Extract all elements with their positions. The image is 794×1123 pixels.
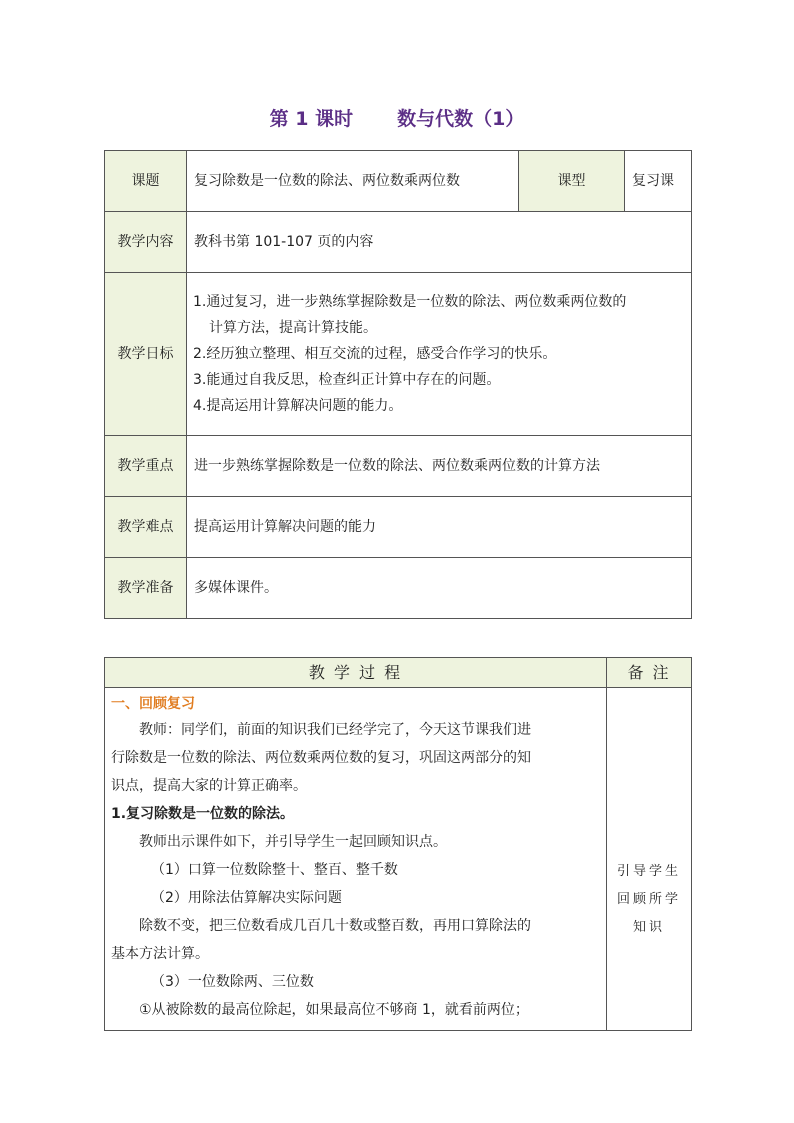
teaching-process-table bbox=[104, 657, 692, 1031]
type-label: 课型 bbox=[519, 151, 625, 212]
goal-item: 4.提高运用计算解决问题的能力。 bbox=[193, 398, 403, 414]
type-value: 复习课 bbox=[625, 151, 692, 212]
list-item: （2）用除法估算解决实际问题 bbox=[151, 890, 342, 906]
key-value: 进一步熟练掌握除数是一位数的除法、两位数乘两位数的计算方法 bbox=[187, 436, 692, 497]
list-item: （3）一位数除两、三位数 bbox=[151, 974, 314, 990]
note-line: 回顾所学 bbox=[616, 892, 681, 907]
goal-item: 计算方法，提高计算技能。 bbox=[209, 320, 377, 336]
lesson-topic: 数与代数（1） bbox=[397, 108, 525, 130]
paragraph-line: 基本方法计算。 bbox=[111, 946, 209, 962]
goal-item: 2.经历独立整理、相互交流的过程，感受合作学习的快乐。 bbox=[193, 346, 557, 362]
difficulty-row bbox=[105, 497, 692, 558]
list-item: （1）口算一位数除整十、整百、整千数 bbox=[151, 862, 398, 878]
lesson-number: 第 1 课时 bbox=[269, 108, 354, 130]
content-label: 教学内容 bbox=[105, 212, 187, 273]
topic-label: 课题 bbox=[105, 151, 187, 212]
paragraph-line: 除数不变，把三位数看成几百几十数或整百数，再用口算除法的 bbox=[139, 918, 531, 934]
difficulty-label: 教学难点 bbox=[105, 497, 187, 558]
process-body-row bbox=[105, 688, 692, 1031]
paragraph-line: ①从被除数的最高位除起，如果最高位不够商 1，就看前两位； bbox=[139, 1002, 529, 1018]
topic-row bbox=[105, 151, 692, 212]
key-row bbox=[105, 436, 692, 497]
notes-content bbox=[607, 688, 692, 1031]
process-header-row bbox=[105, 658, 692, 688]
note-line: 知识 bbox=[632, 920, 665, 935]
process-content bbox=[105, 688, 607, 1031]
difficulty-value: 提高运用计算解决问题的能力 bbox=[187, 497, 692, 558]
lesson-info-table bbox=[104, 150, 692, 619]
prep-value: 多媒体课件。 bbox=[187, 558, 692, 619]
page-title bbox=[0, 104, 794, 131]
process-header: 教 学 过 程 bbox=[105, 658, 607, 688]
subsection-heading: 1.复习除数是一位数的除法。 bbox=[111, 806, 295, 822]
topic-value: 复习除数是一位数的除法、两位数乘两位数 bbox=[187, 151, 519, 212]
prep-label: 教学准备 bbox=[105, 558, 187, 619]
prep-row bbox=[105, 558, 692, 619]
goals-row bbox=[105, 273, 692, 436]
goal-item: 1.通过复习，进一步熟练掌握除数是一位数的除法、两位数乘两位数的 bbox=[193, 294, 627, 310]
content-row bbox=[105, 212, 692, 273]
paragraph-line: 教师：同学们，前面的知识我们已经学完了，今天这节课我们进 bbox=[139, 722, 531, 738]
goal-item: 3.能通过自我反思，检查纠正计算中存在的问题。 bbox=[193, 372, 501, 388]
goals-list bbox=[187, 273, 692, 436]
note-line: 引导学生 bbox=[616, 864, 681, 879]
key-label: 教学重点 bbox=[105, 436, 187, 497]
paragraph-line: 教师出示课件如下，并引导学生一起回顾知识点。 bbox=[139, 834, 447, 850]
content-value: 教科书第 101-107 页的内容 bbox=[187, 212, 692, 273]
section-heading: 一、回顾复习 bbox=[111, 696, 195, 712]
paragraph-line: 识点，提高大家的计算正确率。 bbox=[111, 778, 307, 794]
notes-header: 备 注 bbox=[607, 658, 692, 688]
paragraph-line: 行除数是一位数的除法、两位数乘两位数的复习，巩固这两部分的知 bbox=[111, 750, 531, 766]
goals-label: 教学日标 bbox=[105, 273, 187, 436]
